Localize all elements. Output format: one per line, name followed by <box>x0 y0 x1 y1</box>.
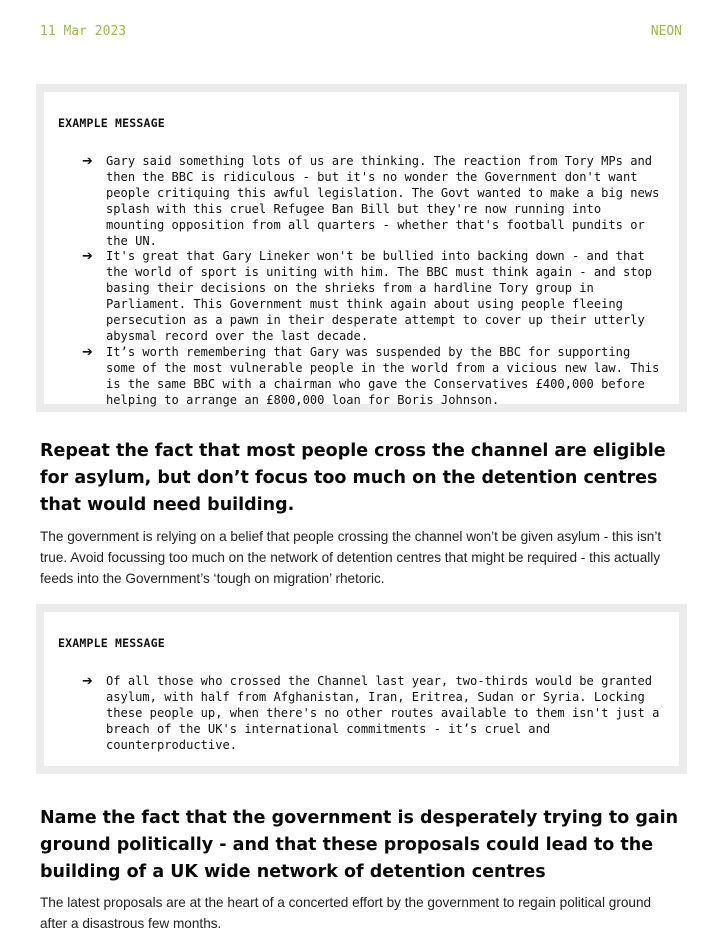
arrow-right-icon: ➔ <box>82 674 93 689</box>
example-message-label: EXAMPLE MESSAGE <box>58 116 165 130</box>
example-message-list <box>58 674 663 754</box>
bullet-text: It's great that Gary Lineker won't be bullied into backing down - and that the world of sport is uniting with him. The BBC must think again - and stop basing their decisions on the shrieks from a hardline Tory group in Parliament. This Government must think again about using people fleeing persecution as a pawn in their desperate attempt to cover up their utterly abysmal record over the last decade. <box>106 249 653 343</box>
list-item <box>58 674 663 754</box>
bullet-text: Gary said something lots of us are thinking. The reaction from Tory MPs and then the BBC is ridiculous - but it's no wonder the Government don't want people critiquing this awful legislation. The Govt wanted to make a big news splash with this cruel Refugee Ban Bill but they're now running into mounting opposition from all quarters - whether that's football pundits or the UN. <box>106 154 660 248</box>
example-message-panel <box>44 92 679 407</box>
example-message-box-2 <box>36 604 687 774</box>
bullet-text: Of all those who crossed the Channel last year, two-thirds would be granted asylum, with half from Afghanistan, Iran, Eritrea, Sudan or Syria. Locking these people up, when there's no other routes available to them isn't just a breach of the UK's international commitments - it’s cruel and counterproductive. <box>106 674 660 752</box>
section-heading: Repeat the fact that most people cross the channel are eligible for asylum, but don’t focus too much on the detention centres that would need building. <box>40 441 666 515</box>
page-header <box>40 24 682 44</box>
example-message-panel <box>44 612 679 766</box>
list-item <box>58 249 663 344</box>
arrow-right-icon: ➔ <box>82 154 93 169</box>
bullet-text: It’s worth remembering that Gary was suspended by the BBC for supporting some of the most vulnerable people in the world from a vicious new law. This is the same BBC with a chairman who gave the Conservatives £400,000 before helping to arrange an £800,000 loan for Boris Johnson. <box>106 344 660 407</box>
example-message-box-1 <box>36 84 687 412</box>
section-body: The latest proposals are at the heart of a concerted effort by the government to regain political ground after a disastrous few months. <box>40 895 652 931</box>
arrow-right-icon: ➔ <box>82 344 93 360</box>
section-body: The government is relying on a belief that people crossing the channel won’t be given asylum - this isn’t true. Avoid focussing too much on the network of detention centres that might be required - this actually feeds into the Government’s ‘tough on migration’ rhetoric. <box>40 529 662 586</box>
section-heading: Name the fact that the government is desperately trying to gain ground politically - and that these proposals could lead to the building of a UK wide network of detention centres <box>40 808 679 882</box>
list-item <box>58 154 663 249</box>
example-message-label: EXAMPLE MESSAGE <box>58 636 165 650</box>
brand-name: NEON <box>650 24 682 39</box>
list-item <box>58 345 663 409</box>
example-message-list <box>58 154 663 409</box>
arrow-right-icon: ➔ <box>82 249 93 265</box>
header-date: 11 Mar 2023 <box>40 24 127 39</box>
